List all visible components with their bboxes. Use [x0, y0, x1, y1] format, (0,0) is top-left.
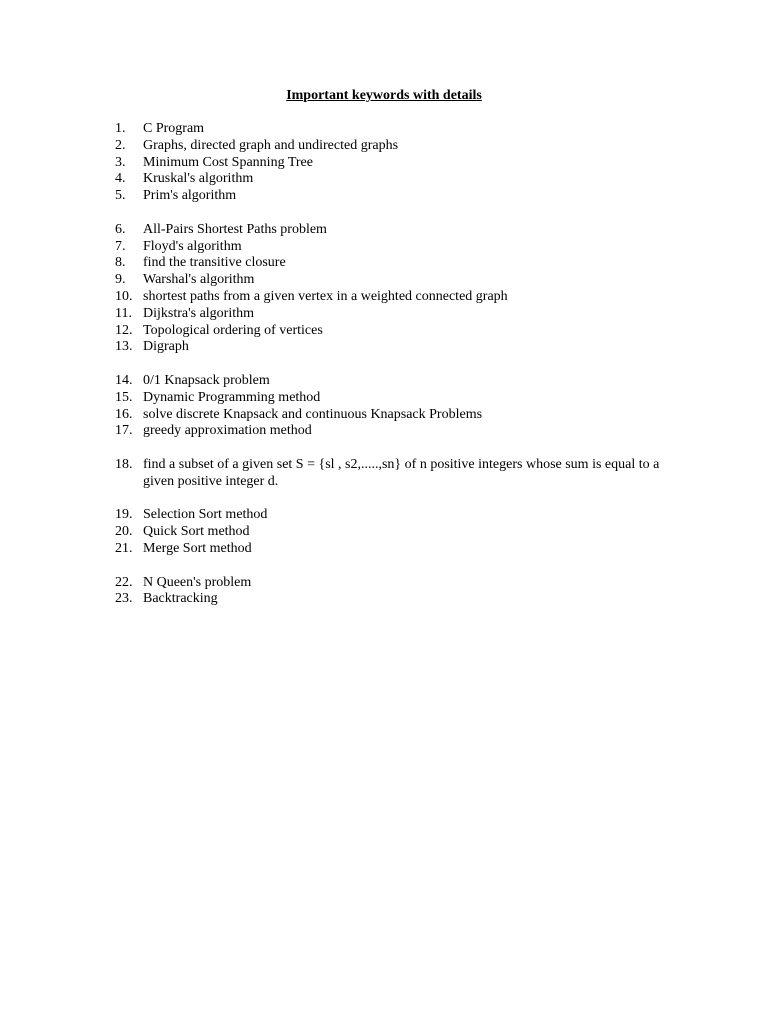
item-text: Backtracking — [143, 591, 218, 607]
item-number: 15. — [115, 389, 133, 405]
item-number: 3. — [115, 154, 126, 170]
item-number: 4. — [115, 171, 126, 187]
item-text: Minimum Cost Spanning Tree — [143, 154, 313, 170]
item-number: 2. — [115, 137, 126, 153]
list-item — [115, 541, 675, 558]
item-number: 6. — [115, 221, 126, 237]
keyword-list — [115, 121, 675, 625]
item-number: 21. — [115, 540, 133, 556]
item-text: Digraph — [143, 339, 189, 355]
item-text: solve discrete Knapsack and continuous Knapsack Problems — [143, 406, 483, 422]
list-item — [115, 591, 675, 608]
keyword-group — [115, 457, 675, 491]
item-number: 9. — [115, 272, 126, 288]
item-number: 18. — [115, 456, 133, 472]
item-number: 17. — [115, 423, 133, 439]
keyword-group — [115, 575, 675, 609]
document-title: Important keywords with details — [286, 88, 482, 103]
item-text: N Queen's problem — [143, 574, 252, 590]
keyword-group — [115, 222, 675, 356]
item-text: Dijkstra's algorithm — [143, 305, 255, 321]
list-item — [115, 155, 675, 172]
keyword-group — [115, 121, 675, 205]
item-text: Floyd's algorithm — [143, 238, 242, 254]
item-number: 1. — [115, 121, 126, 136]
item-text: Graphs, directed graph and undirected graphs — [143, 137, 399, 153]
item-text: Kruskal's algorithm — [143, 171, 254, 187]
list-item — [115, 373, 675, 390]
item-number: 14. — [115, 372, 133, 388]
list-item — [115, 171, 675, 188]
list-item — [115, 575, 675, 592]
item-text: All-Pairs Shortest Paths problem — [143, 221, 327, 237]
item-number: 20. — [115, 524, 133, 540]
list-item — [115, 138, 675, 155]
item-text: find a subset of a given set S = {sl , s2,.....,sn} of n positive integers whose sum is equal to a given positive integer d. — [143, 456, 660, 489]
item-text: Prim's algorithm — [143, 188, 237, 204]
list-item — [115, 507, 675, 524]
item-number: 5. — [115, 188, 126, 204]
list-item — [115, 222, 675, 239]
item-number: 8. — [115, 255, 126, 271]
list-item — [115, 423, 675, 440]
keyword-group — [115, 507, 675, 557]
item-text: Warshal's algorithm — [143, 272, 255, 288]
item-number: 19. — [115, 507, 133, 523]
list-item — [115, 339, 675, 356]
item-number: 22. — [115, 574, 133, 590]
list-item — [115, 289, 675, 306]
item-text: find the transitive closure — [143, 255, 286, 271]
item-text: greedy approximation method — [143, 423, 312, 439]
list-item — [115, 407, 675, 424]
item-text: 0/1 Knapsack problem — [143, 372, 270, 388]
list-item — [115, 306, 675, 323]
item-text: Selection Sort method — [143, 507, 268, 523]
item-number: 12. — [115, 322, 133, 338]
item-number: 10. — [115, 288, 133, 304]
list-item — [115, 272, 675, 289]
keyword-group — [115, 373, 675, 440]
item-number: 7. — [115, 238, 126, 254]
item-number: 23. — [115, 591, 133, 607]
list-item — [115, 390, 675, 407]
item-number: 13. — [115, 339, 133, 355]
item-text: shortest paths from a given vertex in a weighted connected graph — [143, 288, 508, 304]
list-item — [115, 255, 675, 272]
item-number: 11. — [115, 305, 132, 321]
list-item — [115, 188, 675, 205]
list-item — [115, 121, 675, 138]
list-item — [115, 239, 675, 256]
item-text: C Program — [143, 121, 205, 136]
item-text: Quick Sort method — [143, 524, 250, 540]
item-text: Merge Sort method — [143, 540, 252, 556]
item-text: Topological ordering of vertices — [143, 322, 323, 338]
list-item — [115, 457, 675, 491]
item-number: 16. — [115, 406, 133, 422]
list-item — [115, 323, 675, 340]
list-item — [115, 524, 675, 541]
item-text: Dynamic Programming method — [143, 389, 321, 405]
